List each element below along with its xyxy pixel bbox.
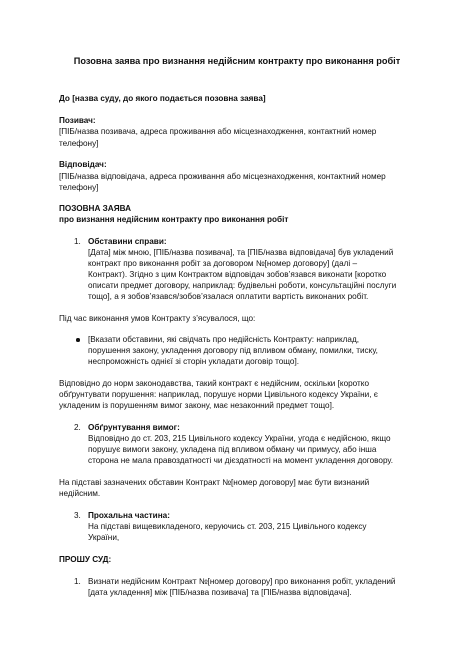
defendant-heading: Відповідач: [59, 160, 107, 169]
bullet-text-line: неспроможність однієї зі сторін укладати договір тощо]. [88, 357, 300, 366]
section-heading: Обставини справи: [88, 237, 167, 246]
court-line: До [назва суду, до якого подається позовна заява] [59, 94, 266, 103]
section-text-line: Контракт). Згідно з цим Контрактом відповідач зобов’язався виконати [коротко [88, 270, 387, 279]
paragraph-line: Відповідно до норм законодавства, такий контракт є недійсним, оскільки [коротко [59, 379, 370, 388]
claim-heading: ПОЗОВНА ЗАЯВА [59, 204, 131, 213]
paragraph-line: обґрунтувати порушення: наприклад, порушує норми Цивільного кодексу України, є [59, 390, 378, 399]
defendant-details-line: [ПІБ/назва відповідача, адреса проживання або місцезнаходження, контактний номер [59, 172, 386, 181]
request-text-line: Визнати недійсним Контракт №[номер договору] про виконання робіт, укладений [88, 577, 396, 586]
section-heading: Прохальна частина: [88, 511, 170, 520]
section-number: 3. [74, 511, 81, 520]
request-number: 1. [74, 577, 81, 586]
paragraph-line: На підставі зазначених обставин Контракт №[номер договору] має бути визнаний [59, 478, 370, 487]
section-text-line: [Дата] між мною, [ПІБ/назва позивача], та [ПІБ/назва відповідача] був укладений [88, 248, 394, 257]
defendant-details-line: телефону] [59, 183, 99, 192]
paragraph-line: недійсним. [59, 489, 101, 498]
request-text-line: [дата укладення] між [ПІБ/назва позивача] та [ПІБ/назва відповідача]. [88, 588, 352, 597]
section-number: 1. [74, 237, 81, 246]
section-text-line: На підставі вищевикладеного, керуючись ст. 203, 215 Цивільного кодексу [88, 522, 367, 531]
paragraph-line: укладеним із порушенням вимог закону, має незаконний предмет тощо]. [59, 401, 335, 410]
bullet-text-line: порушення закону, укладення договору під впливом обману, помилки, тиску, [88, 346, 378, 355]
plaintiff-heading: Позивач: [59, 116, 96, 125]
request-heading: ПРОШУ СУД: [59, 555, 112, 564]
section-text-line: сторона не мала правоздатності чи дієздатності на момент укладення договору. [88, 456, 393, 465]
paragraph-line: Під час виконання умов Контракту з’ясувалося, що: [59, 314, 256, 323]
claim-subheading: про визнання недійсним контракту про виконання робіт [59, 215, 289, 224]
section-number: 2. [74, 423, 81, 432]
section-heading: Обґрунтування вимог: [88, 423, 180, 432]
section-text-line: контракт про виконання робіт за договором №[номер договору] (далі – [88, 259, 358, 268]
section-text-line: тощо], а я зобов’язався/зобов’язалася оплатити вартість виконаних робіт. [88, 292, 369, 301]
section-text-line: України, [88, 533, 120, 542]
plaintiff-details-line: [ПІБ/назва позивача, адреса проживання або місцезнаходження, контактний номер [59, 127, 377, 136]
section-text-line: описати предмет договору, наприклад: будівельні роботи, консультаційні послуги [88, 281, 397, 290]
plaintiff-details-line: телефону] [59, 139, 99, 148]
document-title: Позовна заява про визнання недійсним контракту про виконання робіт [73, 56, 401, 66]
section-text-line: Відповідно до ст. 203, 215 Цивільного кодексу України, угода є недійсною, якщо [88, 434, 391, 443]
bullet-text-line: [Вказати обставини, які свідчать про недійсність Контракту: наприклад, [88, 335, 360, 344]
bullet-dot [76, 338, 80, 342]
section-text-line: порушує вимоги закону, укладена під впливом обману чи примусу, або інша [88, 445, 377, 454]
